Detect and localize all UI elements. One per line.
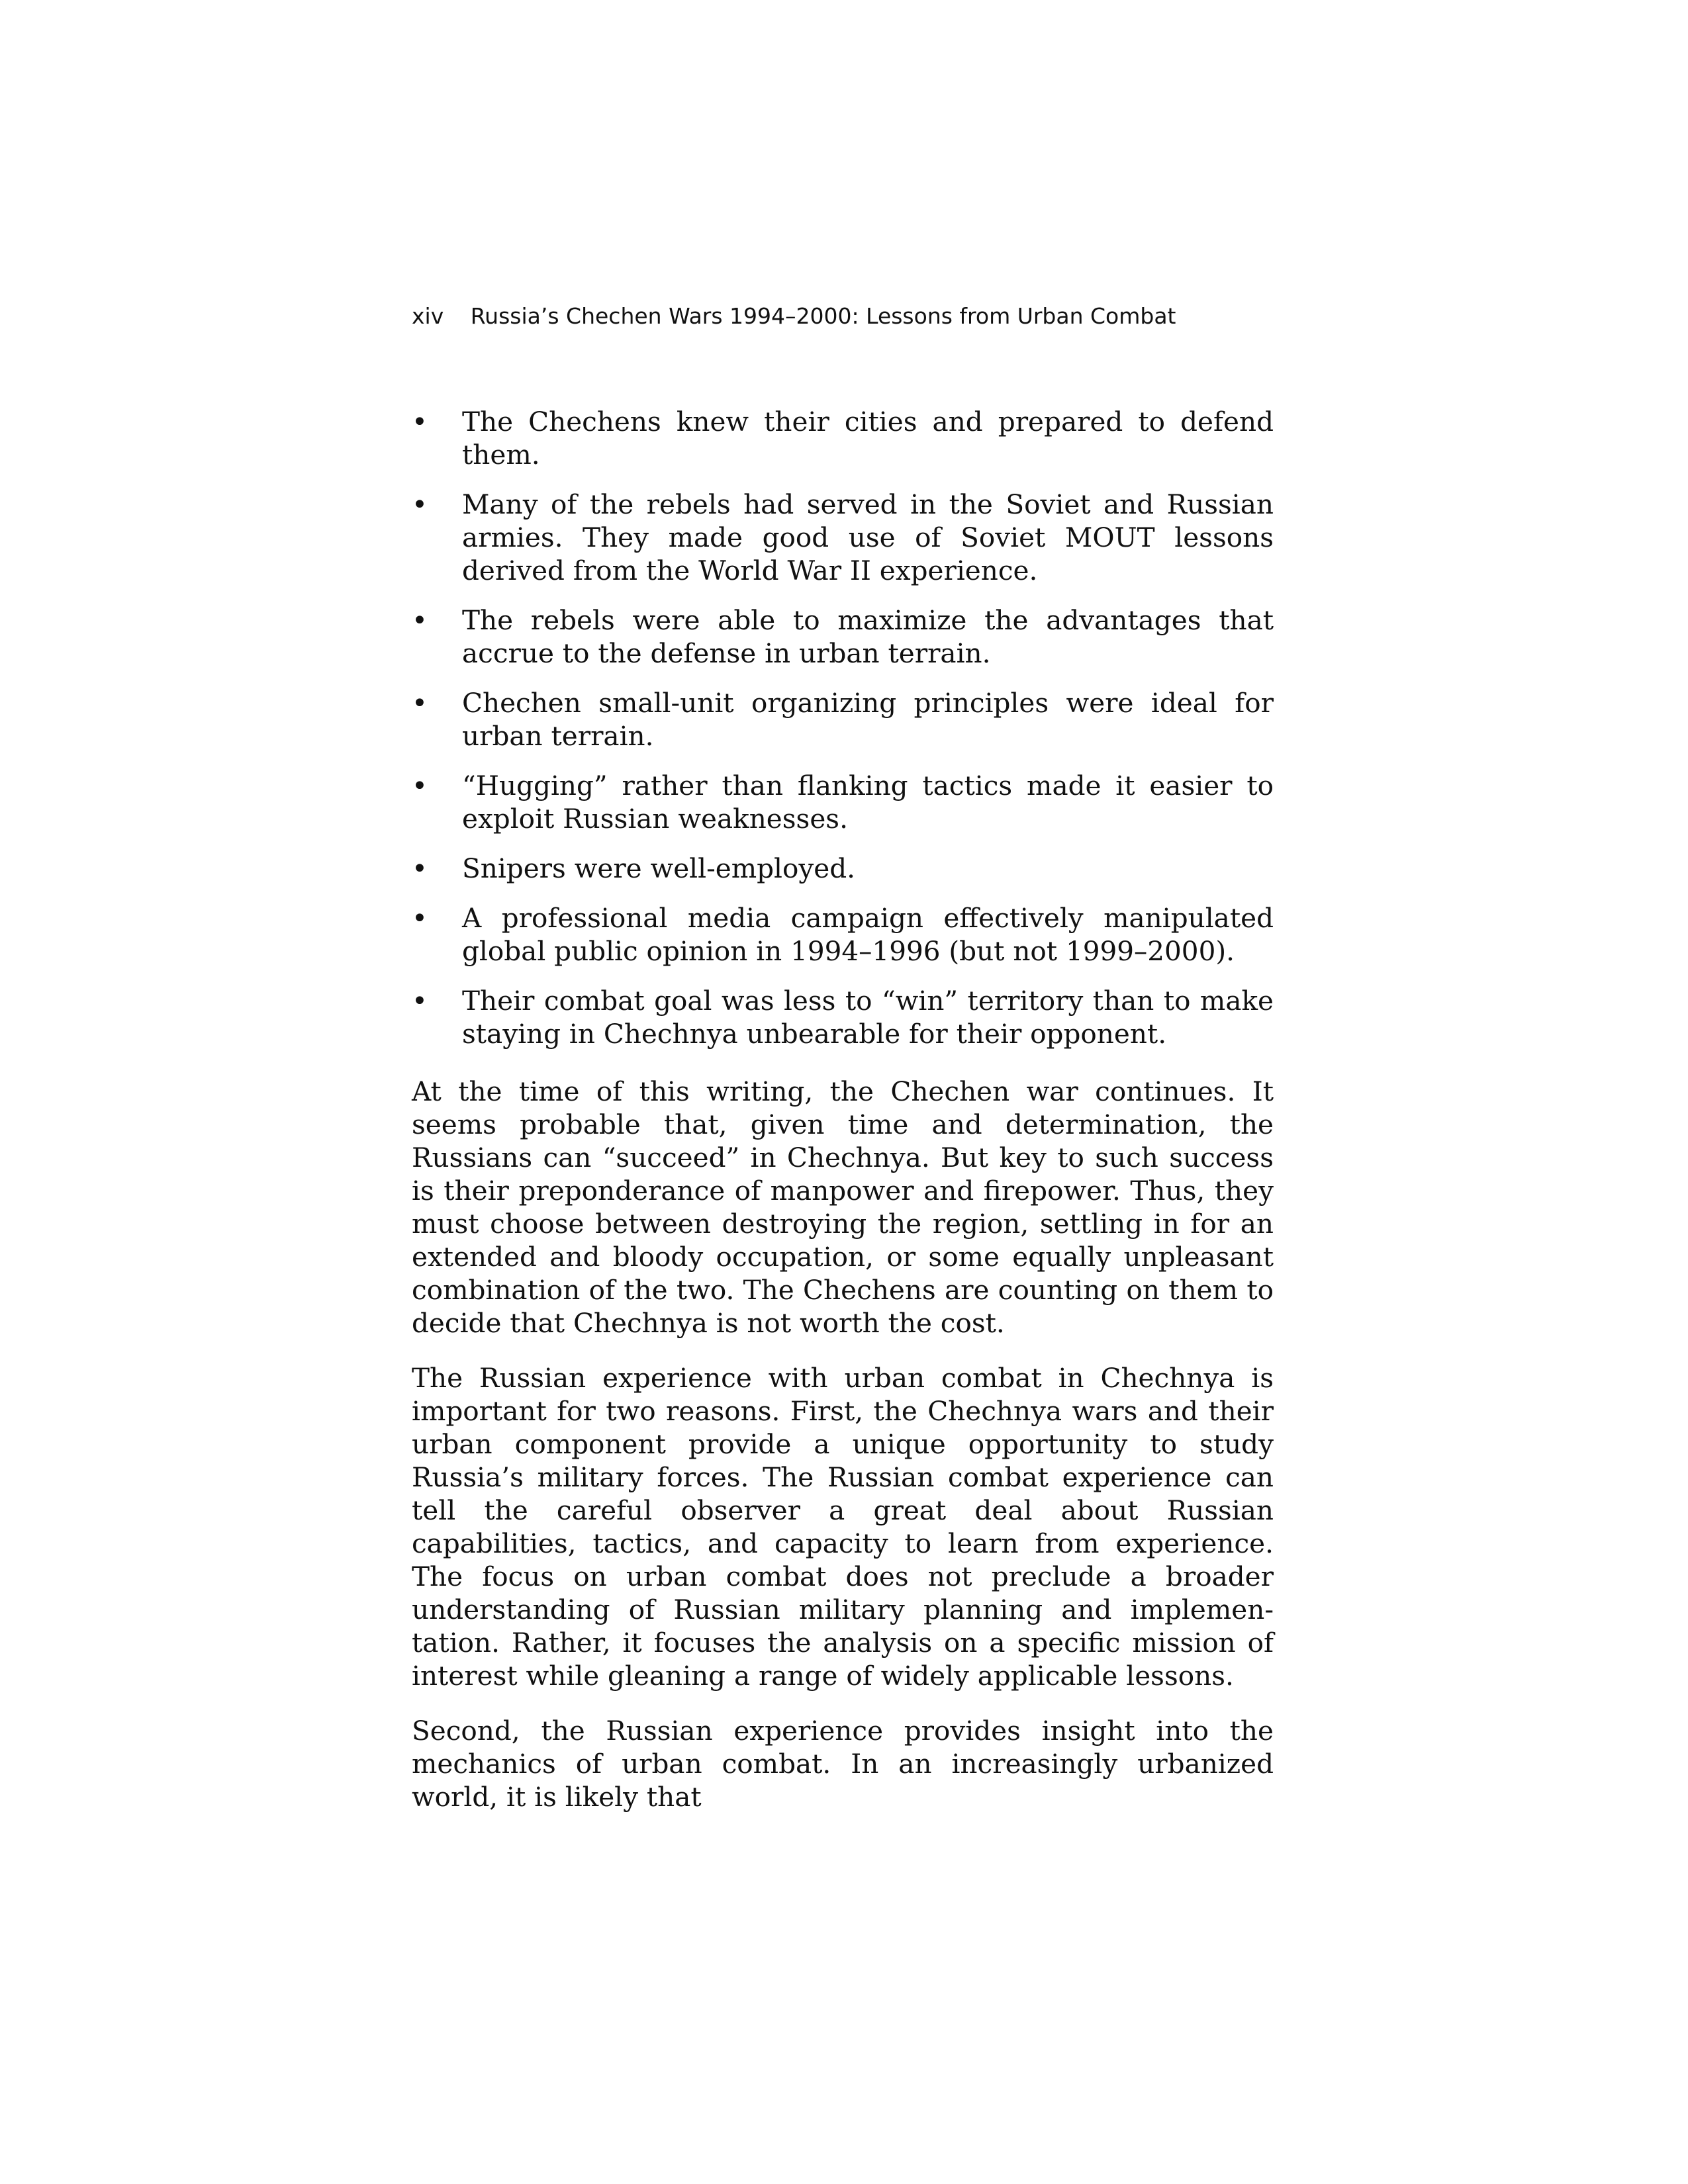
bullet-icon: •	[412, 902, 428, 934]
list-item	[412, 686, 1274, 752]
list-item-text: Snipers were well-employed.	[462, 852, 856, 884]
body-text	[412, 405, 1274, 1813]
bullet-icon: •	[412, 985, 428, 1017]
list-item-text: “Hugging” rather than flanking tactics made it easier to exploit Russian weaknesses.	[462, 770, 1274, 835]
list-item	[412, 488, 1274, 587]
list-item-text: The Chechens knew their cities and prepared to defend them.	[462, 406, 1274, 471]
bullet-icon: •	[412, 852, 428, 884]
list-item-text: Their combat goal was less to “win” territory than to make staying in Chechnya unbearable for their opponent.	[462, 985, 1274, 1050]
page-number: xiv	[412, 303, 444, 329]
bullet-list	[412, 405, 1274, 1050]
list-item-text: The rebels were able to maximize the advantages that accrue to the defense in urban terrain.	[462, 604, 1274, 669]
running-head	[412, 303, 1176, 330]
list-item	[412, 405, 1274, 471]
bullet-icon: •	[412, 488, 428, 520]
list-item	[412, 604, 1274, 670]
bullet-icon: •	[412, 406, 428, 437]
paragraph-mechanics: Second, the Russian experience provides insight into the mechanics of urban combat. In an increasingly urbanized world, it is likely that	[412, 1715, 1274, 1813]
list-item	[412, 984, 1274, 1050]
list-item-text: A professional media campaign effectively manipulated global public opinion in 1994–1996 (but not 1999–2000).	[462, 902, 1274, 967]
list-item	[412, 852, 1274, 885]
bullet-icon: •	[412, 604, 428, 636]
list-item	[412, 769, 1274, 835]
list-item	[412, 901, 1274, 968]
bullet-icon: •	[412, 687, 428, 719]
bullet-icon: •	[412, 770, 428, 801]
paragraph-two-reasons: The Russian experience with urban combat in Chechnya is important for two reasons. First, the Chechnya wars and their urban component provide a unique opportunity to study Russia’s military forces. The Russian combat experience can tell the careful observer a great deal about Russian capabilities, tactics, and capacity to learn from experience. The focus on urban combat does not preclude a broader understanding of Russian military planning and implementation. Rather, it focuses the analysis on a specific mission of interest while gleaning a range of widely applicable lessons.	[412, 1362, 1274, 1692]
list-item-text: Chechen small-unit organizing principles were ideal for urban terrain.	[462, 687, 1274, 752]
list-item-text: Many of the rebels had served in the Soviet and Russian armies. They made good use of Soviet MOUT lessons derived from the World War II experience.	[462, 488, 1274, 586]
running-head-title: Russia’s Chechen Wars 1994–2000: Lessons from Urban Combat	[470, 303, 1176, 329]
paragraph-war-continues: At the time of this writing, the Chechen war continues. It seems probable that, given time and determination, the Russians can “succeed” in Chechnya. But key to such success is their preponderance of manpower and firepower. Thus, they must choose between destroying the region, settling in for an extended and bloody occupation, or some equally unpleasant combination of the two. The Chechens are counting on them to decide that Chechnya is not worth the cost.	[412, 1075, 1274, 1339]
